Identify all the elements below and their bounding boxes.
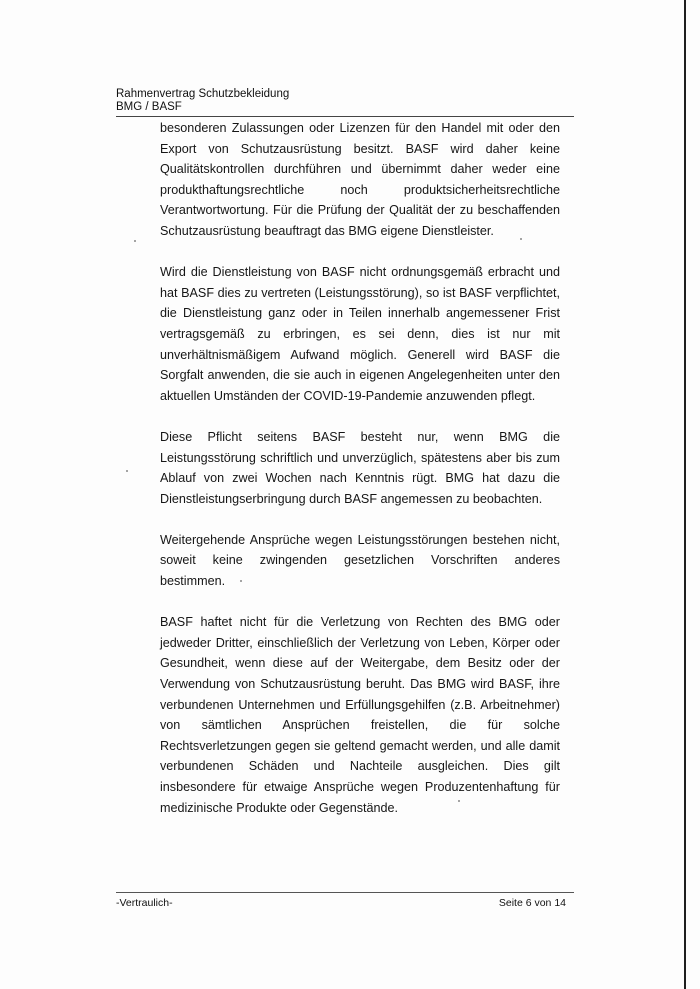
document-header — [116, 88, 289, 114]
scan-speck — [520, 238, 522, 240]
scan-speck — [458, 800, 460, 802]
footer-divider — [116, 892, 574, 893]
scan-speck — [134, 240, 136, 242]
header-title: Rahmenvertrag Schutzbekleidung — [116, 88, 290, 100]
paragraph-notification-duty: Diese Pflicht seitens BASF besteht nur, wenn BMG die Leistungsstörung schriftlich und unverzüglich, spätestens aber bis zum Ablauf von zwei Wochen nach Kenntnis rügt. BMG hat dazu die Dienstleistungserbringung durch BASF angemessen zu beobachten. — [160, 429, 560, 506]
paragraph-liability: BASF haftet nicht für die Verletzung von Rechten des BMG oder jedweder Dritter, einschließlich der Verletzung von Leben, Körper oder Gesundheit, wenn diese auf der Weitergabe, dem Besitz oder der Verwendung von Schutzausrüstung beruht. Das BMG wird BASF, ihre verbundenen Unternehmen und Erfüllungsgehilfen (z.B. Arbeitnehmer) von sämtlichen Ansprüchen freistellen, die für solche Rechtsverletzungen gegen sie geltend gemacht werden, und alle damit verbundenen Schäden und Nachteile ausgleichen. Dies gilt insbesondere für etwaige Ansprüche wegen Produzentenhaftung für medizinische Produkte oder Gegenstände. — [160, 615, 560, 815]
document-body — [160, 118, 560, 818]
scan-speck — [126, 470, 128, 472]
scan-edge-line — [684, 0, 686, 989]
paragraph-further-claims: Weitergehende Ansprüche wegen Leistungsstörungen bestehen nicht, soweit keine zwingenden gesetzlichen Vorschriften anderes bestimmen. — [160, 532, 560, 589]
paragraph-quality-control: besonderen Zulassungen oder Lizenzen für den Handel mit oder den Export von Schutzausrüstung besitzt. BASF wird daher keine Qualitätskontrollen durchführen und übernimmt daher weder eine produkthaftungsrechtliche noch produktsicherheitsrechtliche Verantwortwortung. Für die Prüfung der Qualität der zu beschaffenden Schutzausrüstung beauftragt das BMG eigene Dienstleister. — [160, 121, 560, 238]
scan-speck — [240, 580, 242, 582]
paragraph-service-disruption: Wird die Dienstleistung von BASF nicht ordnungsgemäß erbracht und hat BASF dies zu vertreten (Leistungsstörung), so ist BASF verpflichtet, die Dienstleistung ganz oder in Teilen innerhalb angemessener Frist vertragsgemäß zu erbringen, es sei denn, dies ist nur mit unverhältnismäßigem Aufwand möglich. Generell wird BASF die Sorgfalt anwenden, die sie auch in eigenen Angelegenheiten unter den aktuellen Umständen der COVID-19-Pandemie anzuwenden pflegt. — [160, 265, 560, 403]
confidentiality-label: -Vertraulich- — [116, 897, 173, 909]
header-parties: BMG / BASF — [116, 101, 182, 113]
page-number: Seite 6 von 14 — [498, 897, 566, 909]
header-divider — [116, 116, 574, 117]
